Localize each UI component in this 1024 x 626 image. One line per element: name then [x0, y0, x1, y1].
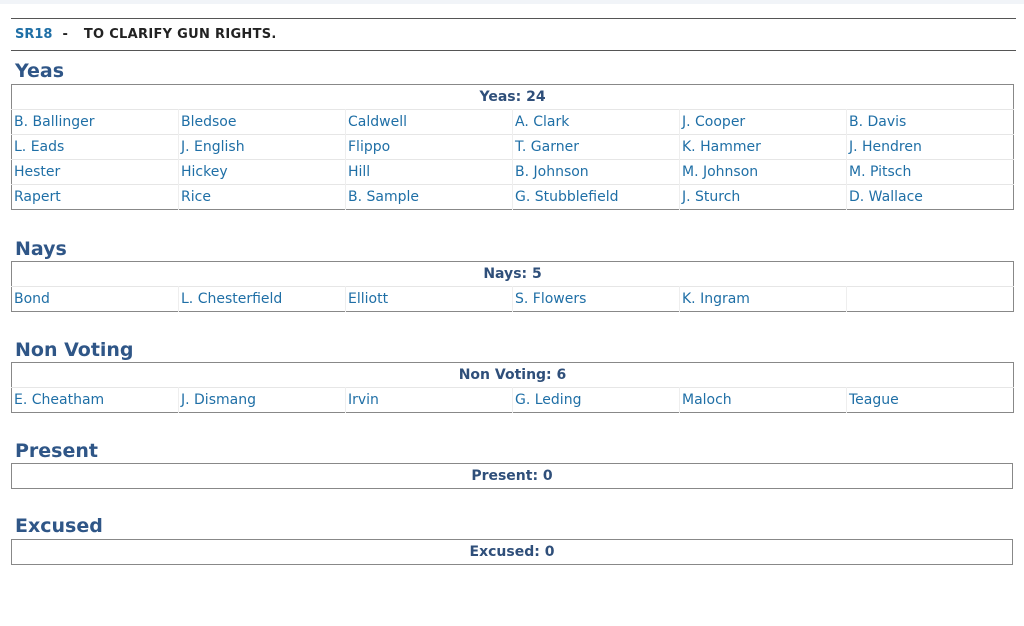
legislator-name-link[interactable]: J. English [179, 135, 346, 160]
legislator-name-link[interactable]: Bledsoe [179, 110, 346, 135]
legislator-name-link [847, 287, 1014, 312]
legislator-name-link[interactable]: Irvin [346, 388, 513, 413]
present-heading: Present [15, 440, 98, 462]
legislator-name-link[interactable]: M. Johnson [680, 160, 847, 185]
legislator-name-link[interactable]: A. Clark [513, 110, 680, 135]
legislator-name-link[interactable]: G. Leding [513, 388, 680, 413]
name-row [12, 160, 1014, 185]
legislator-name-link[interactable]: Rapert [12, 185, 179, 210]
legislator-name-link[interactable]: D. Wallace [847, 185, 1014, 210]
legislator-name-link[interactable]: B. Ballinger [12, 110, 179, 135]
legislator-name-link[interactable]: K. Hammer [680, 135, 847, 160]
excused-heading: Excused [15, 515, 103, 537]
legislator-name-link[interactable]: J. Sturch [680, 185, 847, 210]
bill-number-link[interactable]: SR18 [15, 27, 53, 42]
legislator-name-link[interactable]: Hester [12, 160, 179, 185]
legislator-name-link[interactable]: Caldwell [346, 110, 513, 135]
legislator-name-link[interactable]: K. Ingram [680, 287, 847, 312]
nays-rows [12, 287, 1014, 312]
legislator-name-link[interactable]: J. Dismang [179, 388, 346, 413]
legislator-name-link[interactable]: Teague [847, 388, 1014, 413]
nays-table [11, 261, 1014, 312]
yeas-heading: Yeas [15, 60, 65, 82]
legislator-name-link[interactable]: M. Pitsch [847, 160, 1014, 185]
legislator-name-link[interactable]: Bond [12, 287, 179, 312]
legislator-name-link[interactable]: E. Cheatham [12, 388, 179, 413]
top-strip [0, 0, 1024, 4]
name-row [12, 287, 1014, 312]
legislator-name-link[interactable]: T. Garner [513, 135, 680, 160]
legislator-name-link[interactable]: Maloch [680, 388, 847, 413]
name-row [12, 388, 1014, 413]
legislator-name-link[interactable]: S. Flowers [513, 287, 680, 312]
legislator-name-link[interactable]: Elliott [346, 287, 513, 312]
present-count: Present: 0 [471, 468, 553, 484]
name-row [12, 185, 1014, 210]
yeas-rows [12, 110, 1014, 210]
non-voting-heading: Non Voting [15, 339, 134, 361]
name-row [12, 135, 1014, 160]
nays-heading: Nays [15, 238, 67, 260]
legislator-name-link[interactable]: Flippo [346, 135, 513, 160]
legislator-name-link[interactable]: B. Davis [847, 110, 1014, 135]
present-table [11, 463, 1013, 489]
yeas-count: Yeas: 24 [479, 89, 546, 105]
legislator-name-link[interactable]: J. Hendren [847, 135, 1014, 160]
excused-table [11, 539, 1013, 565]
non-voting-rows [12, 388, 1014, 413]
legislator-name-link[interactable]: Rice [179, 185, 346, 210]
non-voting-count: Non Voting: 6 [458, 367, 567, 383]
legislator-name-link[interactable]: Hickey [179, 160, 346, 185]
bill-header [11, 18, 1016, 51]
legislator-name-link[interactable]: G. Stubblefield [513, 185, 680, 210]
non-voting-table [11, 362, 1014, 413]
name-row [12, 110, 1014, 135]
legislator-name-link[interactable]: J. Cooper [680, 110, 847, 135]
legislator-name-link[interactable]: L. Chesterfield [179, 287, 346, 312]
bill-separator: - [62, 27, 68, 42]
nays-count: Nays: 5 [483, 266, 542, 282]
legislator-name-link[interactable]: Hill [346, 160, 513, 185]
legislator-name-link[interactable]: L. Eads [12, 135, 179, 160]
legislator-name-link[interactable]: B. Sample [346, 185, 513, 210]
excused-count: Excused: 0 [469, 544, 555, 560]
bill-title: TO CLARIFY GUN RIGHTS. [83, 27, 277, 42]
legislator-name-link[interactable]: B. Johnson [513, 160, 680, 185]
yeas-table [11, 84, 1014, 210]
